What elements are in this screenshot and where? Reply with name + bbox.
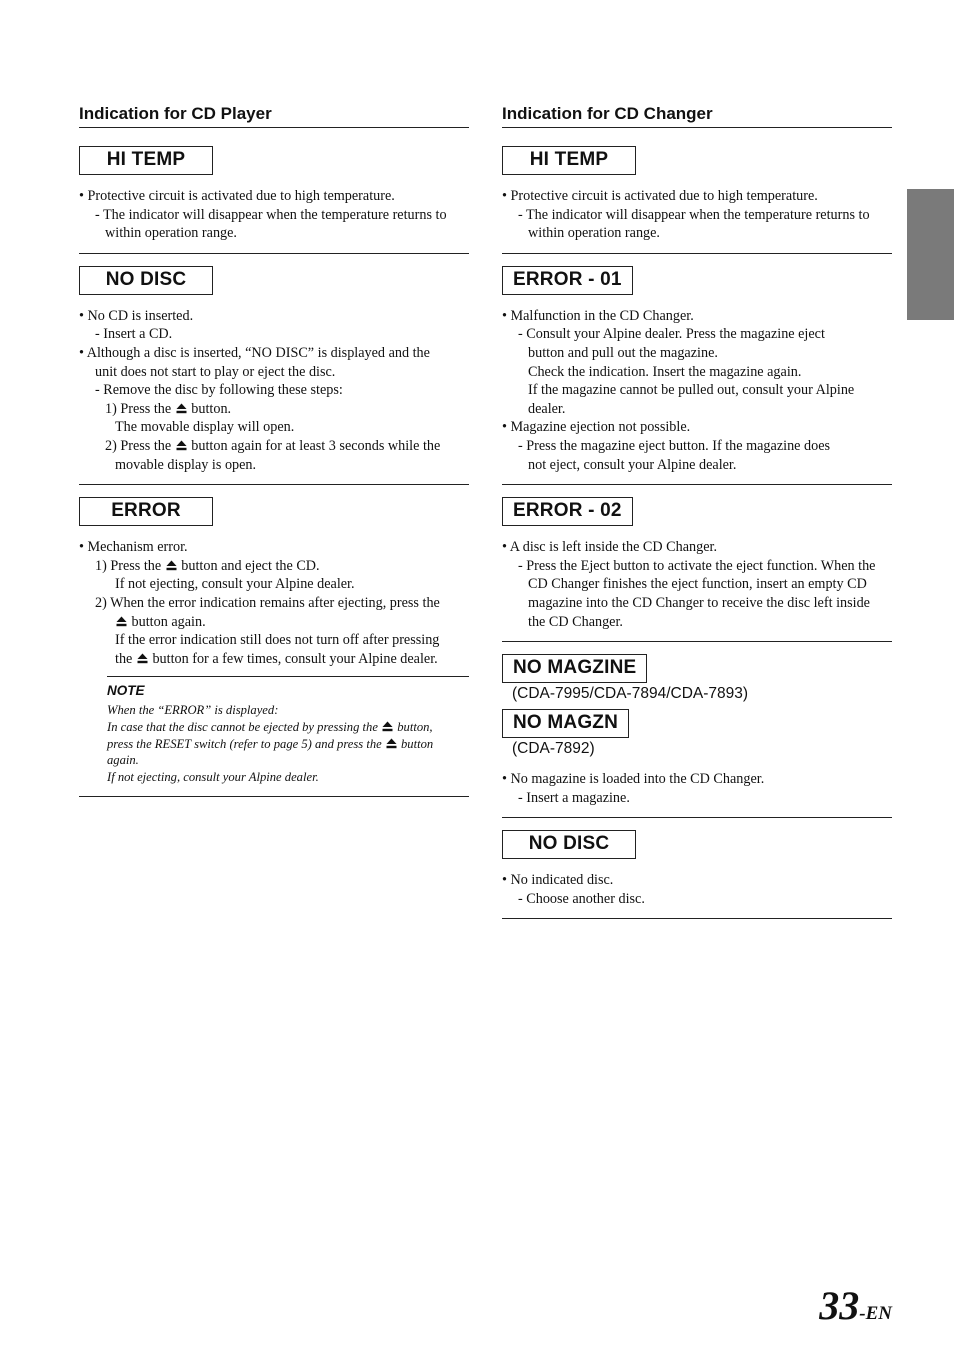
description-line: within operation range. [105,225,237,242]
indicator-label: NO MAGZINE [502,654,647,683]
eject-icon [137,653,148,664]
note-line: again. [107,753,139,768]
eject-icon [166,560,177,571]
cd-player-heading: Indication for CD Player [79,104,469,128]
indicator-label: ERROR [79,497,213,526]
indicator-label: ERROR - 02 [502,497,633,526]
cd-player-sections [79,146,469,797]
description-line: • Protective circuit is activated due to high temperature. [79,188,395,204]
cd-changer-column [502,104,892,931]
description-line: 2) When the error indication remains after ejecting, press the [95,594,440,611]
description-line: 1) Press the button and eject the CD. [95,557,320,574]
description-lines [502,307,892,474]
page-number [819,1282,892,1329]
description-line: The movable display will open. [115,419,295,436]
description-lines [79,187,469,243]
indication-section [79,146,469,254]
description-line: If the magazine cannot be pulled out, consult your Alpine [528,382,855,399]
description-line: dealer. [528,400,566,417]
description-line: - Remove the disc by following these steps: [95,382,343,399]
description-line: button and pull out the magazine. [528,344,718,361]
page-number-suffix: -EN [859,1303,892,1324]
description-line: button again. [79,613,469,632]
description-line: - Press the Eject button to activate the eject function. When the [518,557,876,574]
description-line: • Magazine ejection not possible. [502,419,691,436]
model-numbers: (CDA-7995/CDA-7894/CDA-7893) [512,685,749,703]
note-box [107,676,469,786]
indicator-label: HI TEMP [79,146,213,175]
description-line: - The indicator will disappear when the temperature returns to [518,206,870,223]
description-lines [79,538,469,668]
indicator-label: HI TEMP [502,146,636,175]
description-line: • No indicated disc. [502,872,614,889]
description-line: - Insert a CD. [95,326,173,343]
description-line: • Malfunction in the CD Changer. [502,307,694,324]
indication-section [502,146,892,254]
description-line: the button for a few times, consult your Alpine dealer. [115,650,438,667]
eject-icon [382,721,393,732]
description-line: • Mechanism error. [79,539,188,556]
description-line: - Consult your Alpine dealer. Press the magazine eject [518,326,825,343]
description-lines [502,187,892,243]
description-line: - The indicator will disappear when the temperature returns to [95,206,447,223]
indicator-label: NO DISC [502,830,636,859]
indicator-label: NO DISC [79,266,213,295]
eject-icon [386,738,397,749]
indicator-label: ERROR - 01 [502,266,633,295]
description-lines [502,538,892,631]
note-line: When the “ERROR” is displayed: [107,703,279,718]
description-line: within operation range. [528,225,660,242]
indication-section [502,497,892,642]
description-lines [79,307,469,474]
description-line: 1) Press the button. [105,400,232,417]
description-line: CD Changer finishes the eject function, insert an empty CD [528,576,867,593]
cd-changer-heading: Indication for CD Changer [502,104,892,128]
eject-icon [176,403,187,414]
model-numbers: (CDA-7892) [512,740,595,758]
eject-icon [116,616,127,627]
description-line: • No magazine is loaded into the CD Changer. [502,771,765,788]
description-line: 2) Press the button again for at least 3 seconds while the [105,437,441,454]
cd-changer-sections [502,146,892,919]
description-line: • A disc is left inside the CD Changer. [502,539,717,556]
indication-section [79,497,469,797]
description-line: - Press the magazine eject button. If the magazine does [518,437,831,454]
description-line: not eject, consult your Alpine dealer. [528,456,737,473]
note-title: NOTE [107,683,145,699]
description-line: If the error indication still does not turn off after pressing [115,632,440,649]
indication-section [502,654,892,818]
page-number-value: 33 [819,1283,860,1328]
description-line: • Protective circuit is activated due to high temperature. [502,188,818,204]
indication-section [502,830,892,919]
description-lines [502,770,892,807]
indication-section [79,266,469,485]
eject-icon [176,440,187,451]
description-line: Check the indication. Insert the magazine again. [528,363,802,380]
note-line: press the RESET switch (refer to page 5) and press the button [107,736,434,751]
description-line: - Insert a magazine. [518,789,630,806]
description-lines [502,871,892,908]
cd-player-column [79,104,469,809]
description-line: • Although a disc is inserted, “NO DISC” is displayed and the [79,344,430,361]
description-line: If not ejecting, consult your Alpine dealer. [115,576,355,593]
indication-section [502,266,892,485]
description-line: - Choose another disc. [518,890,645,907]
description-line: the CD Changer. [528,613,623,630]
note-line: In case that the disc cannot be ejected by pressing the button, [107,719,433,734]
section-tab [907,189,954,320]
description-line: magazine into the CD Changer to receive the disc left inside [528,594,870,611]
description-line: unit does not start to play or eject the disc. [95,363,336,380]
description-line: movable display is open. [115,456,257,473]
description-line: • No CD is inserted. [79,307,194,324]
indicator-label: NO MAGZN [502,709,629,738]
note-line: If not ejecting, consult your Alpine dealer. [107,770,319,785]
